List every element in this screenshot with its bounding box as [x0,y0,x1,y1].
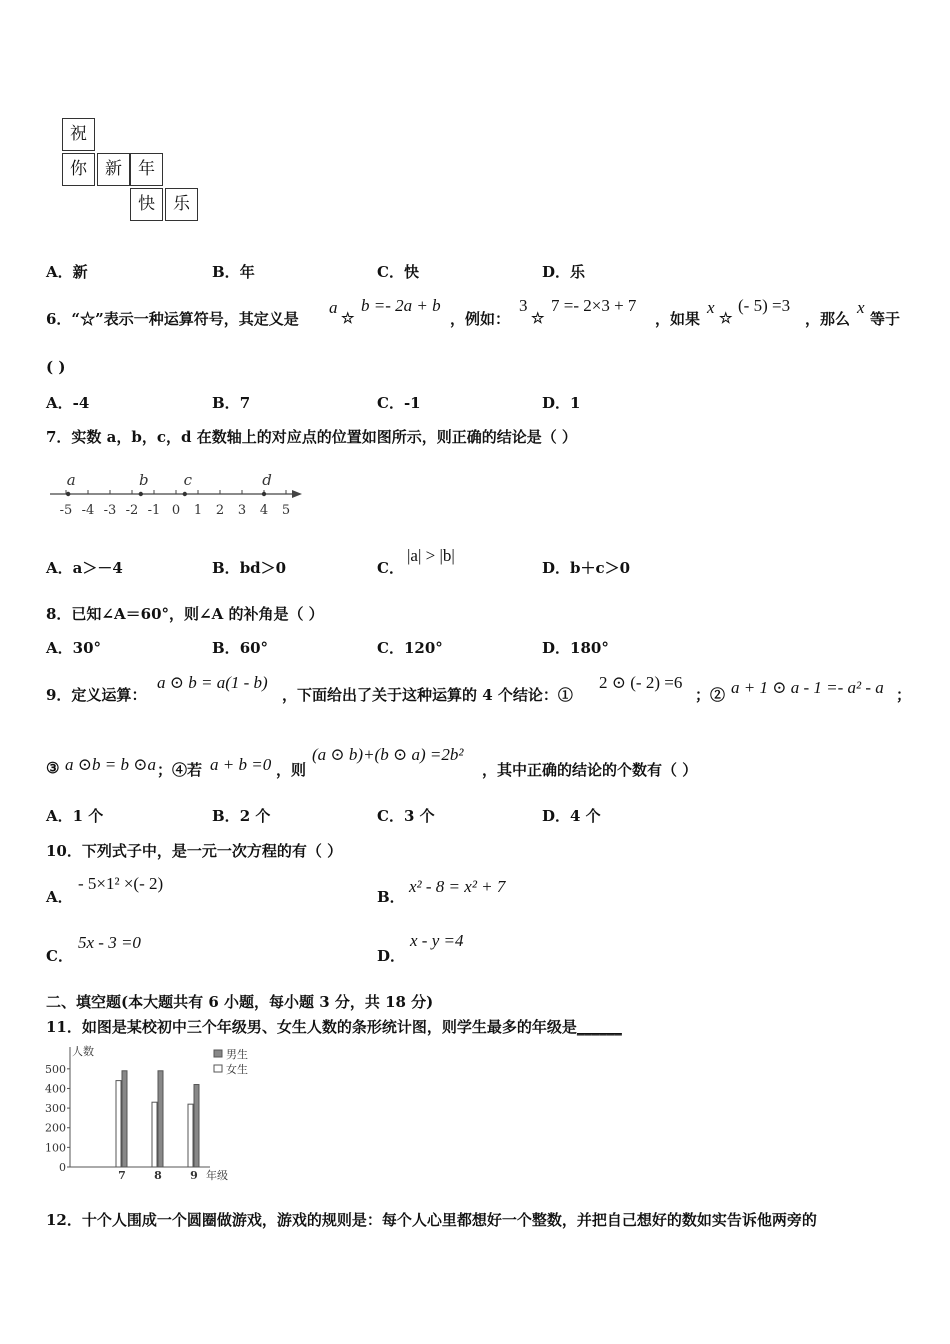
q6-option-c[interactable]: C．-1 [377,394,421,412]
q10-option-c-expr: 5x - 3 =0 [78,933,141,952]
bar-chart [40,1043,260,1183]
q6-paren: ( ) [46,358,66,376]
q9-tail: ，其中正确的结论的个数有（ ） [482,761,698,779]
q10-option-c[interactable]: C． [46,947,73,965]
q6-star-3: ☆ [719,309,733,327]
q10-option-a[interactable]: A． [46,888,73,906]
chart-legend-girls-label: 女生 [226,1063,248,1076]
chart-bar-boys [122,1071,127,1167]
q9-option-b[interactable]: B．2 个 [212,807,271,825]
number-line-tick-label: 4 [259,503,269,518]
q12-stem: 12．十个人围成一个圆圈做游戏，游戏的规则是：每个人心里都想好一个整数，并把自己想好的数如实告诉他两旁的 [46,1211,817,1229]
net-cell: 祝 [62,118,95,151]
q9-def-expr: a ⊙ b = a(1 - b) [157,673,268,692]
q10-option-d-expr: x - y =4 [410,931,464,950]
number-line-point [139,492,143,496]
q9-c3-label: ③ [46,759,60,777]
number-line-tick-label: -3 [103,503,117,518]
q9-then: ，则 [276,761,307,779]
chart-y-tick-label: 100 [45,1141,66,1155]
q6-def-a: a [329,298,338,317]
number-line-tick-label: 0 [171,503,181,518]
number-line-arrow [292,490,302,498]
q5-option-c[interactable]: C．快 [377,263,419,281]
q11-stem: 11．如图是某校初中三个年级男、女生人数的条形统计图，则学生最多的年级是______ [46,1018,622,1036]
chart-legend-boys-swatch [214,1050,222,1057]
q6-if-label: ，如果 [655,310,701,328]
q7-option-d[interactable]: D．b＋c＞0 [542,559,631,577]
chart-legend-girls-swatch [214,1065,222,1072]
chart-y-tick-label: 200 [45,1121,66,1135]
number-line-point-label: b [138,471,149,489]
q7-option-b[interactable]: B．bd＞0 [212,559,287,577]
q7-option-c[interactable]: C． [377,559,404,577]
q8-option-b[interactable]: B．60° [212,639,269,657]
q10-option-d[interactable]: D． [377,947,406,965]
q6-equals-label: 等于 [870,310,901,328]
q6-if-expr: (- 5) =3 [738,296,791,315]
number-line-tick-label: 2 [215,503,225,518]
q6-ex-expr: 7 =- 2×3 + 7 [551,296,637,315]
q6-ex-3: 3 [519,296,528,315]
q6-option-b[interactable]: B．7 [212,394,251,412]
net-cell: 新 [97,153,130,186]
q6-if-x: x [707,298,715,317]
chart-y-axis-label: 人数 [72,1045,94,1058]
q6-then-label: ，那么 [805,310,851,328]
chart-x-axis-label: 年级 [206,1169,228,1182]
q5-option-b[interactable]: B．年 [212,263,255,281]
chart-x-tick-label: 7 [118,1169,126,1182]
q6-def-expr: b =- 2a + b [361,296,441,315]
chart-y-tick-label: 300 [45,1102,66,1116]
q10-option-b[interactable]: B． [377,888,405,906]
q9-c4-expr: (a ⊙ b)+(b ⊙ a) =2b² [312,745,464,764]
q6-then-x: x [857,298,865,317]
net-cell: 快 [130,188,163,221]
q8-option-c[interactable]: C．120° [377,639,443,657]
q9-c4-cond: a + b =0 [210,755,272,774]
q6-example-label: ，例如： [450,310,511,328]
number-line-figure [40,464,310,524]
q9-intro: 9．定义运算： [46,686,147,704]
q10-stem: 10．下列式子中，是一元一次方程的有（ ） [46,842,343,860]
q6-star: ☆ [341,309,355,327]
q9-sep2: ；② [695,686,726,704]
q10-option-b-expr: x² - 8 = x² + 7 [409,877,506,896]
chart-x-tick-label: 9 [190,1169,198,1182]
number-line-point-label: c [183,471,193,489]
number-line-point-label: d [262,471,272,489]
chart-y-tick-label: 500 [45,1062,66,1076]
q7-stem: 7．实数 a，b，c，d 在数轴上的对应点的位置如图所示，则正确的结论是（ ） [46,428,577,446]
number-line-tick-label: -5 [59,503,73,518]
q6-star-2: ☆ [531,309,545,327]
number-line-point [183,492,187,496]
net-cell: 你 [62,153,95,186]
chart-y-tick-label: 0 [59,1161,66,1174]
chart-legend-boys-label: 男生 [226,1048,248,1061]
q9-mid: ，下面给出了关于这种运算的 4 个结论：① [282,686,573,704]
q9-c1: 2 ⊙ (- 2) =6 [599,673,683,692]
chart-bar-girls [188,1104,193,1167]
section-heading: 二、填空题(本大题共有 6 小题，每小题 3 分，共 18 分) [46,993,434,1011]
number-line-tick-label: 1 [193,503,203,518]
chart-x-tick-label: 8 [154,1169,162,1182]
chart-bar-boys [158,1071,163,1167]
q7-option-a[interactable]: A．a＞－4 [46,559,123,577]
number-line-tick-label: 5 [281,503,291,518]
q5-option-a[interactable]: A．新 [46,263,88,281]
q9-c3: a ⊙b = b ⊙a [65,755,156,774]
chart-bar-girls [152,1102,157,1167]
net-cell: 年 [130,153,163,186]
chart-bar-girls [116,1081,121,1167]
number-line-point [66,492,70,496]
q8-option-a[interactable]: A．30° [46,639,102,657]
q9-end2: ； [896,686,912,704]
q9-option-a[interactable]: A．1 个 [46,807,104,825]
q7-option-c-expr: |a| > |b| [407,546,455,565]
q10-option-a-expr: - 5×1² ×(- 2) [78,874,164,893]
q5-option-d[interactable]: D．乐 [542,263,586,281]
chart-bar-boys [194,1085,199,1167]
number-line-tick-label: -1 [147,503,161,518]
net-cell: 乐 [165,188,198,221]
number-line-tick-label: -2 [125,503,139,518]
q11-blank[interactable]: ______ [576,1018,622,1036]
chart-y-tick-label: 400 [45,1082,66,1096]
q9-c4-label: ；④若 [157,761,203,779]
number-line-tick-label: 3 [237,503,247,518]
q6-option-d[interactable]: D．1 [542,394,581,412]
q8-option-d[interactable]: D．180° [542,639,609,657]
q9-option-d[interactable]: D．4 个 [542,807,601,825]
number-line-point-label: a [66,471,76,489]
q6-intro: 6．“☆”表示一种运算符号，其定义是 [46,310,299,328]
number-line-tick-label: -4 [81,503,95,518]
number-line-point [262,492,266,496]
q9-option-c[interactable]: C．3 个 [377,807,435,825]
q8-stem: 8．已知∠A＝60°，则∠A 的补角是（ ） [46,605,324,623]
q9-c2: a + 1 ⊙ a - 1 =- a² - a [731,678,884,697]
q6-option-a[interactable]: A．-4 [46,394,90,412]
